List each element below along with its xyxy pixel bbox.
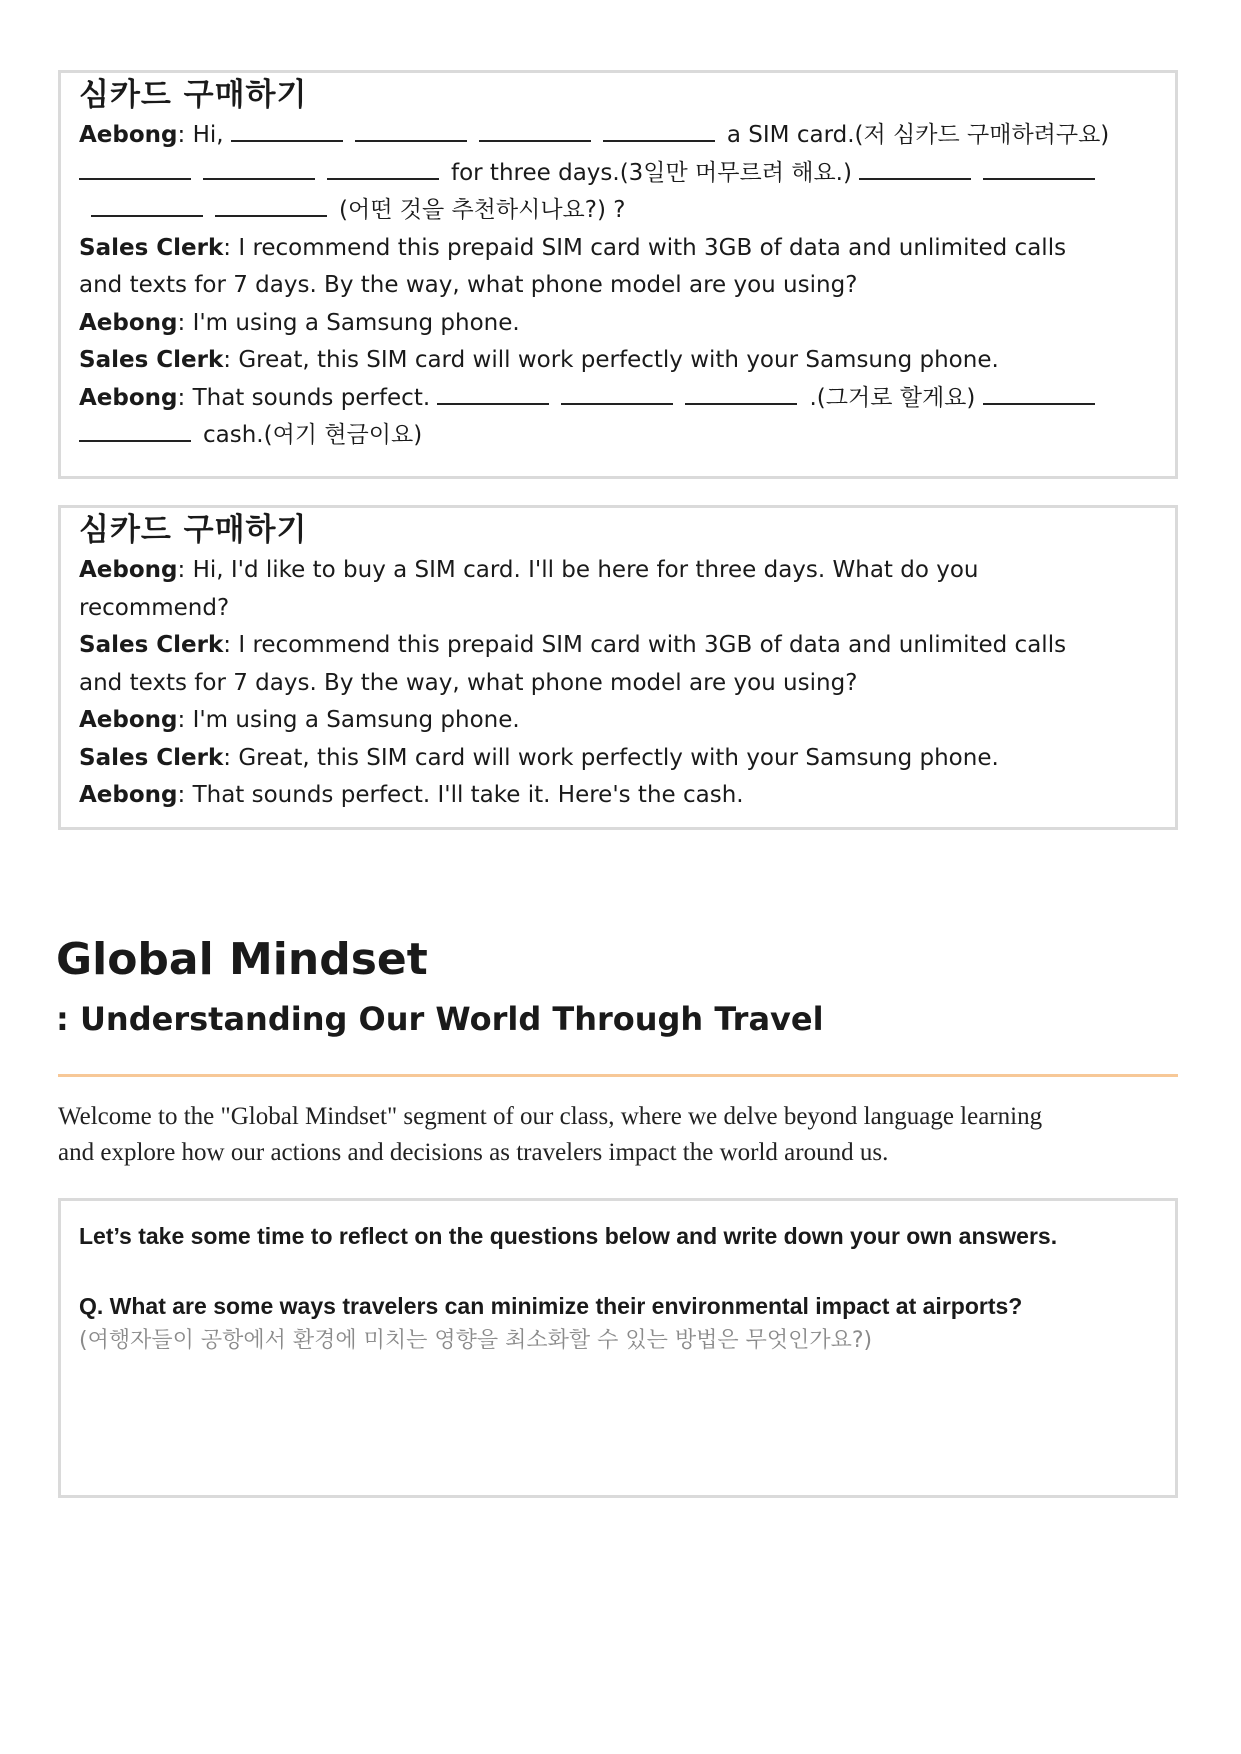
- speaker-name: Sales Clerk: [79, 744, 224, 771]
- speaker-name: Aebong: [79, 707, 178, 733]
- line-text: I'm using a Samsung phone.: [192, 309, 520, 336]
- section-intro: [58, 1099, 1178, 1171]
- fill-in-blank[interactable]: [203, 158, 315, 180]
- fill-in-blank[interactable]: [231, 120, 343, 142]
- dialogue-line: Aebong: Hi, I'd like to buy a SIM card. I'll be here for three days. What do you: [79, 557, 979, 583]
- dialogue-line: Sales Clerk: Great, this SIM card will work perfectly with your Samsung phone.: [79, 744, 999, 771]
- reflection-box[interactable]: [58, 1198, 1178, 1498]
- fill-in-blank[interactable]: [79, 420, 191, 442]
- reflection-instruction: Let’s take some time to reflect on the questions below and write down your own answers.: [79, 1223, 1058, 1249]
- fill-in-blank[interactable]: [91, 195, 203, 217]
- dialogue-line: [79, 267, 1157, 305]
- answer-dialogue-box: [58, 505, 1178, 830]
- section-divider: [58, 1074, 1178, 1077]
- dialogue-line: [79, 665, 1157, 703]
- answer-title: 심카드 구매하기: [79, 512, 308, 548]
- dialogue-line: Sales Clerk: I recommend this prepaid SIM card with 3GB of data and unlimited calls: [79, 632, 1067, 658]
- fill-in-blank[interactable]: [603, 120, 715, 142]
- section-subtitle: : Understanding Our World Through Travel: [56, 1000, 824, 1038]
- speaker-name: Aebong: [79, 384, 178, 411]
- fill-in-blank[interactable]: [983, 158, 1095, 180]
- line-text: Hi, I'd like to buy a SIM card. I'll be here for three days. What do you: [192, 557, 979, 583]
- line-text: recommend?: [79, 594, 230, 621]
- line-text: for three days.(3일만 머무르려 해요.): [451, 159, 852, 186]
- line-text: Hi,: [192, 122, 224, 148]
- speaker-name: Sales Clerk: [79, 347, 224, 373]
- answer-dialogue: [79, 552, 1157, 815]
- fill-in-blank[interactable]: [479, 120, 591, 142]
- dialogue-line: Aebong: That sounds perfect. .(그거로 할게요): [79, 380, 1157, 418]
- dialogue-line: [91, 192, 1157, 230]
- dialogue-line: Aebong: Hi, a SIM card.(저 심카드 구매하려구요): [79, 122, 1110, 148]
- dialogue-line: Sales Clerk: Great, this SIM card will work perfectly with your Samsung phone.: [79, 347, 999, 373]
- fill-in-blank[interactable]: [215, 195, 327, 217]
- line-text: Great, this SIM card will work perfectly with your Samsung phone.: [238, 347, 999, 373]
- fill-in-blank[interactable]: [437, 383, 549, 405]
- speaker-name: Sales Clerk: [79, 632, 224, 658]
- speaker-name: Aebong: [79, 782, 178, 808]
- question-text: Q. What are some ways travelers can minimize their environmental impact at airports?: [79, 1293, 1023, 1319]
- dialogue-line: [79, 590, 1157, 628]
- fill-in-blank[interactable]: [685, 383, 797, 405]
- speaker-name: Aebong: [79, 122, 178, 148]
- speaker-name: Aebong: [79, 557, 178, 583]
- fill-in-blank[interactable]: [983, 383, 1095, 405]
- line-text: I recommend this prepaid SIM card with 3GB of data and unlimited calls: [238, 234, 1067, 261]
- line-text: and texts for 7 days. By the way, what phone model are you using?: [79, 669, 858, 696]
- line-text: That sounds perfect.: [192, 384, 431, 411]
- dialogue-line: Aebong: I'm using a Samsung phone.: [79, 707, 520, 733]
- line-text: a SIM card.(저 심카드 구매하려구요): [726, 122, 1110, 148]
- fill-in-blank[interactable]: [859, 158, 971, 180]
- practice-dialogue-box: [58, 70, 1178, 479]
- dialogue-line: Aebong: That sounds perfect. I'll take it. Here's the cash.: [79, 782, 744, 808]
- dialogue-line: Sales Clerk: I recommend this prepaid SIM card with 3GB of data and unlimited calls: [79, 234, 1067, 261]
- question-translation: (여행자들이 공항에서 환경에 미치는 영향을 최소화할 수 있는 방법은 무엇인가요?): [79, 1328, 873, 1353]
- intro-line-1: Welcome to the "Global Mindset" segment of our class, where we delve beyond language learning: [58, 1103, 1043, 1130]
- line-text: Great, this SIM card will work perfectly with your Samsung phone.: [238, 744, 999, 771]
- fill-in-blank[interactable]: [355, 120, 467, 142]
- line-text: (어떤 것을 추천하시나요?) ?: [339, 197, 626, 223]
- fill-in-blank[interactable]: [561, 383, 673, 405]
- practice-title: 심카드 구매하기: [79, 77, 308, 113]
- dialogue-line: Aebong: I'm using a Samsung phone.: [79, 309, 520, 336]
- section-title: Global Mindset: [56, 934, 428, 985]
- speaker-name: Aebong: [79, 309, 178, 336]
- practice-dialogue: [79, 117, 1157, 455]
- line-text: cash.(여기 현금이요): [203, 422, 423, 448]
- speaker-name: Sales Clerk: [79, 234, 224, 261]
- dialogue-line: [79, 155, 1157, 193]
- fill-in-blank[interactable]: [79, 158, 191, 180]
- line-text: That sounds perfect. I'll take it. Here's the cash.: [192, 782, 744, 808]
- line-text: and texts for 7 days. By the way, what phone model are you using?: [79, 272, 858, 298]
- line-text: .(그거로 할게요): [809, 384, 976, 411]
- line-text: I'm using a Samsung phone.: [192, 707, 520, 733]
- dialogue-line: [79, 417, 1157, 455]
- intro-line-2: and explore how our actions and decisions as travelers impact the world around us.: [58, 1139, 889, 1166]
- fill-in-blank[interactable]: [327, 158, 439, 180]
- line-text: I recommend this prepaid SIM card with 3GB of data and unlimited calls: [238, 632, 1067, 658]
